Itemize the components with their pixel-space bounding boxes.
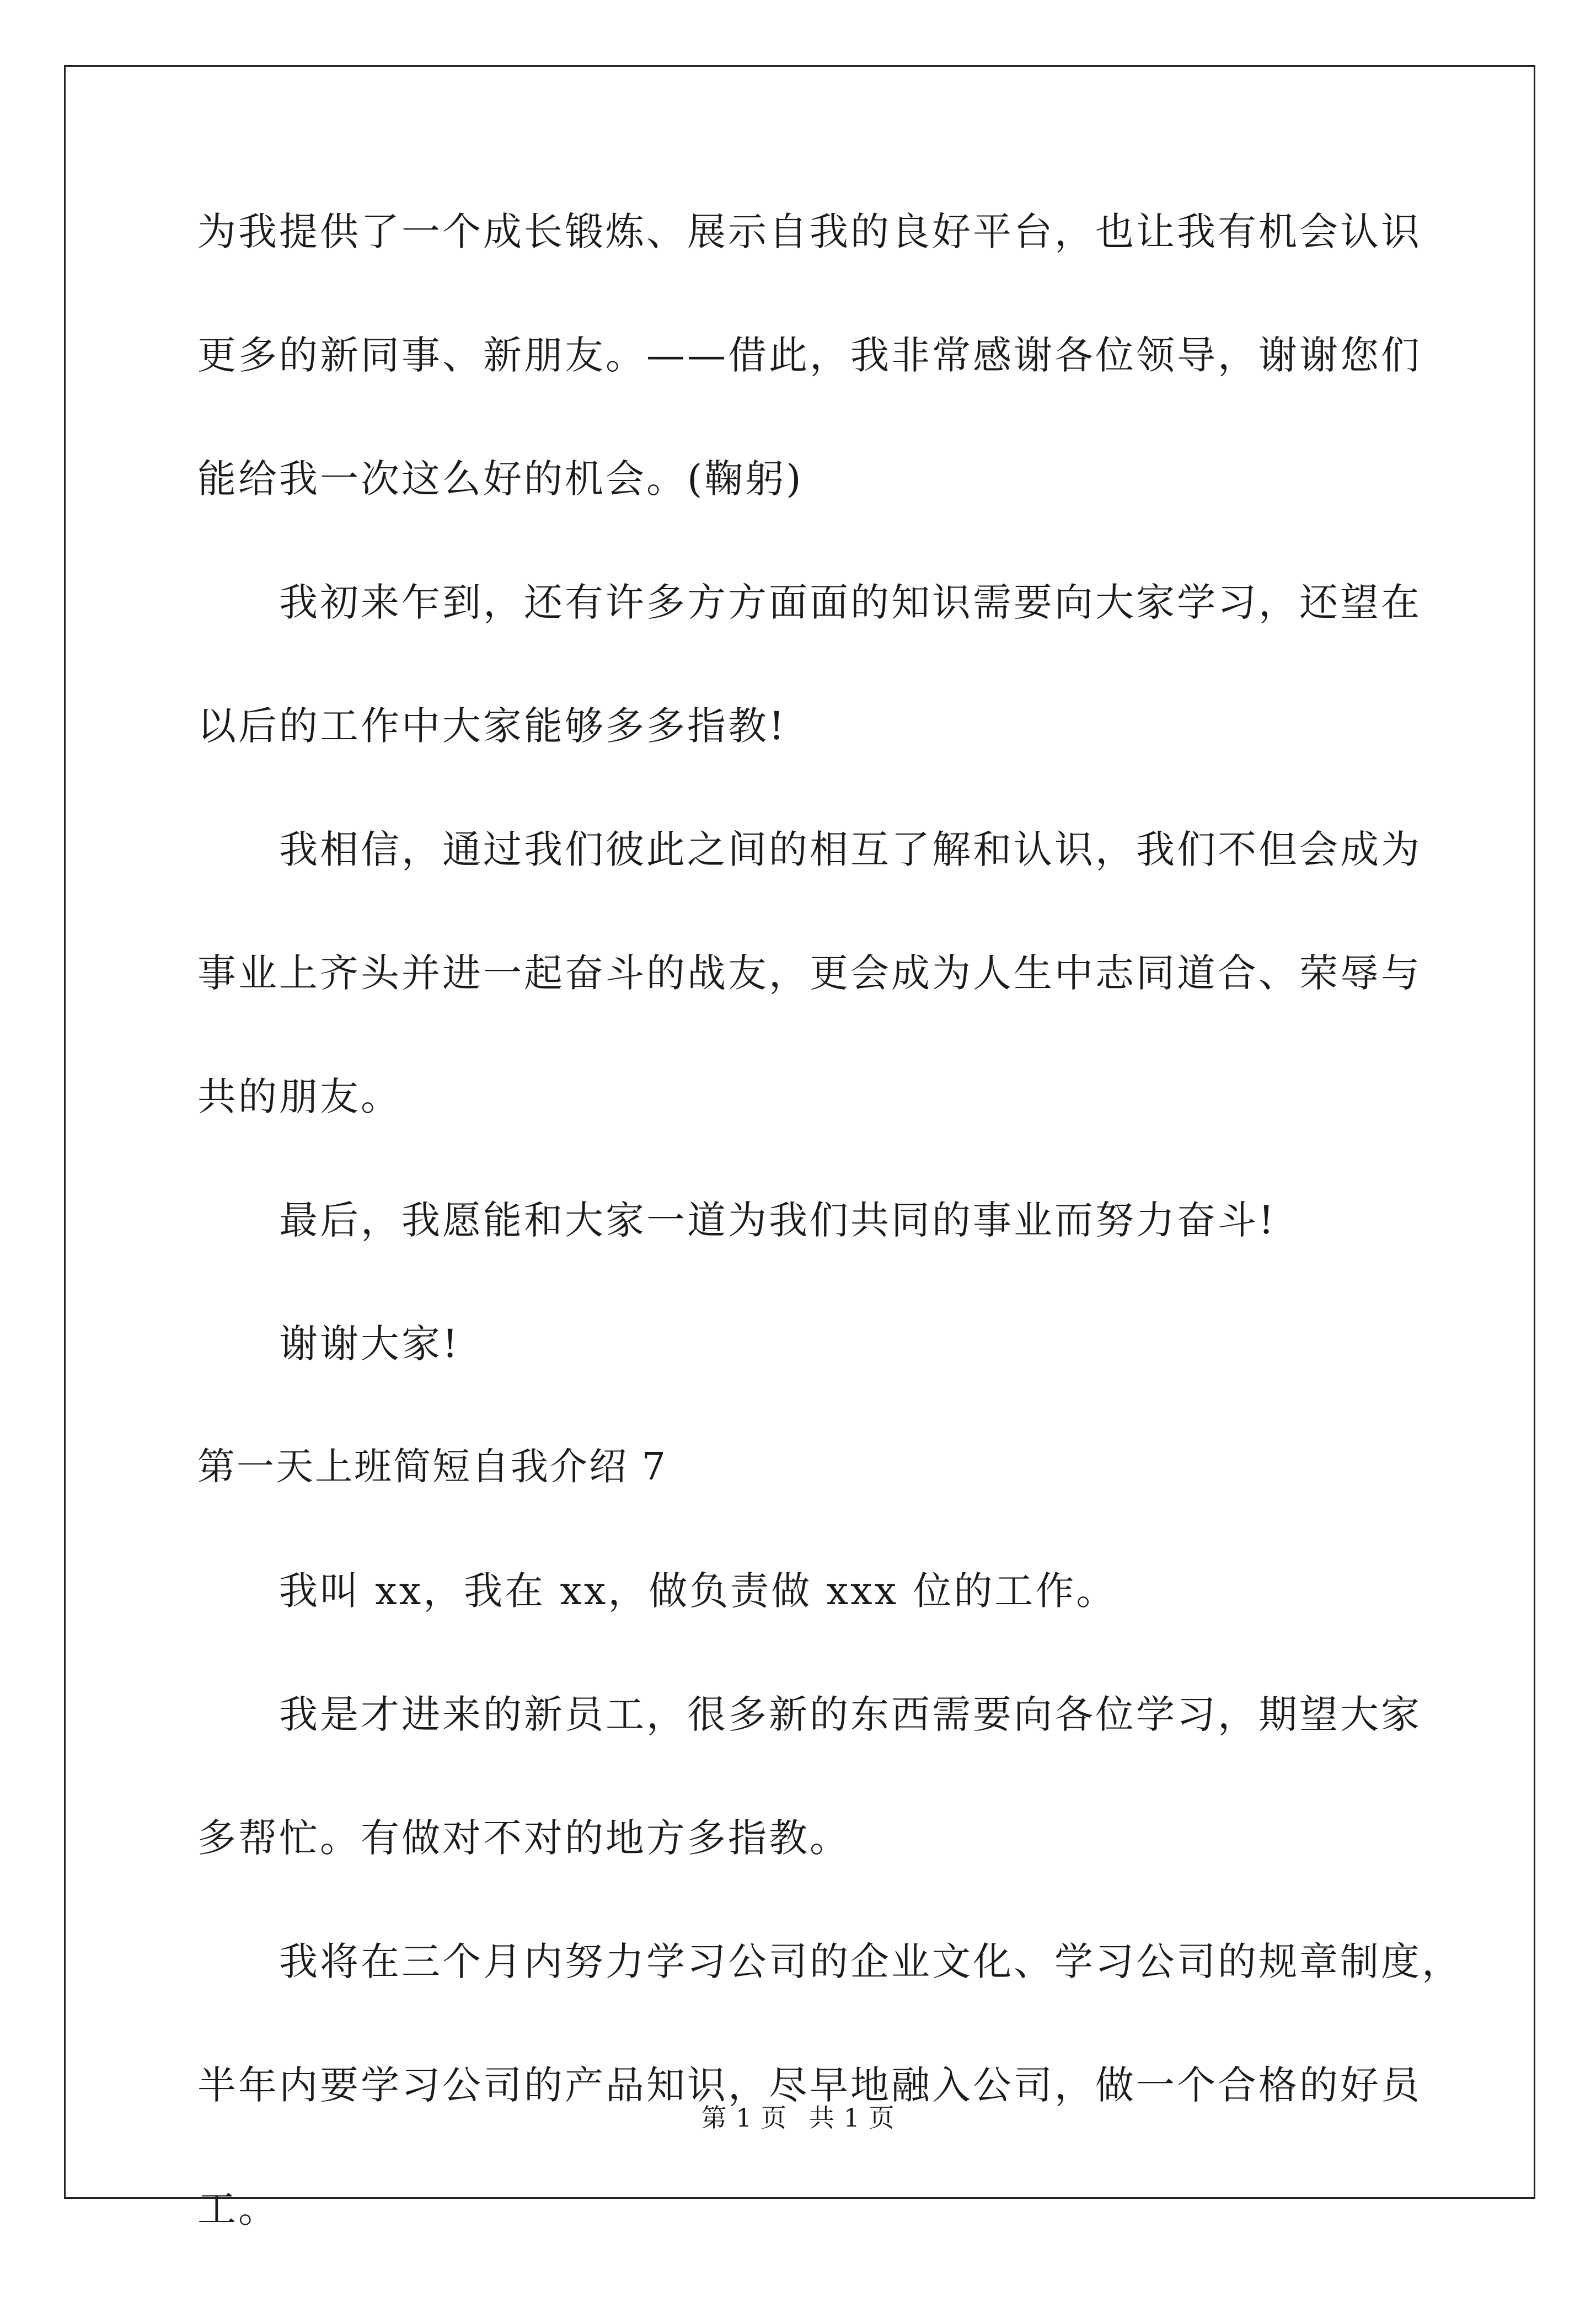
text-line: 工。: [197, 2186, 279, 2231]
document-body: [197, 209, 1463, 2313]
text-line: 更多的新同事、新朋友。——借此，我非常感谢各位领导，谢谢您们: [197, 333, 1422, 378]
text-line: 我叫 xx，我在 xx，做负责做 xxx 位的工作。: [279, 1568, 1117, 1614]
text-line: 我相信，通过我们彼此之间的相互了解和认识，我们不但会成为: [279, 827, 1422, 872]
page-number-total: 共 1 页: [809, 2103, 895, 2133]
text-line: 多帮忙。有做对不对的地方多指教。: [197, 1815, 850, 1861]
text-line: 半年内要学习公司的产品知识，尽早地融入公司，做一个合格的好员: [197, 2063, 1422, 2108]
text-line: 为我提供了一个成长锻炼、展示自我的良好平台，也让我有机会认识: [197, 209, 1422, 254]
text-line: 以后的工作中大家能够多多指教!: [197, 703, 787, 749]
text-line: 能给我一次这么好的机会。(鞠躬): [197, 456, 804, 501]
text-line: 谢谢大家!: [279, 1321, 460, 1366]
text-line: 我是才进来的新员工，很多新的东西需要向各位学习，期望大家: [279, 1692, 1422, 1737]
section-heading: 第一天上班简短自我介绍 7: [197, 1445, 667, 1489]
page-number-current: 第 1 页: [701, 2103, 787, 2133]
text-line: 共的朋友。: [197, 1074, 401, 1119]
text-line: 我将在三个月内努力学习公司的企业文化、学习公司的规章制度，: [279, 1939, 1463, 1984]
page-footer: [0, 2104, 1596, 2132]
text-line: 事业上齐头并进一起奋斗的战友，更会成为人生中志同道合、荣辱与: [197, 950, 1422, 996]
text-line: 最后，我愿能和大家一道为我们共同的事业而努力奋斗!: [279, 1198, 1277, 1243]
text-line: 我初来乍到，还有许多方方面面的知识需要向大家学习，还望在: [279, 580, 1422, 625]
